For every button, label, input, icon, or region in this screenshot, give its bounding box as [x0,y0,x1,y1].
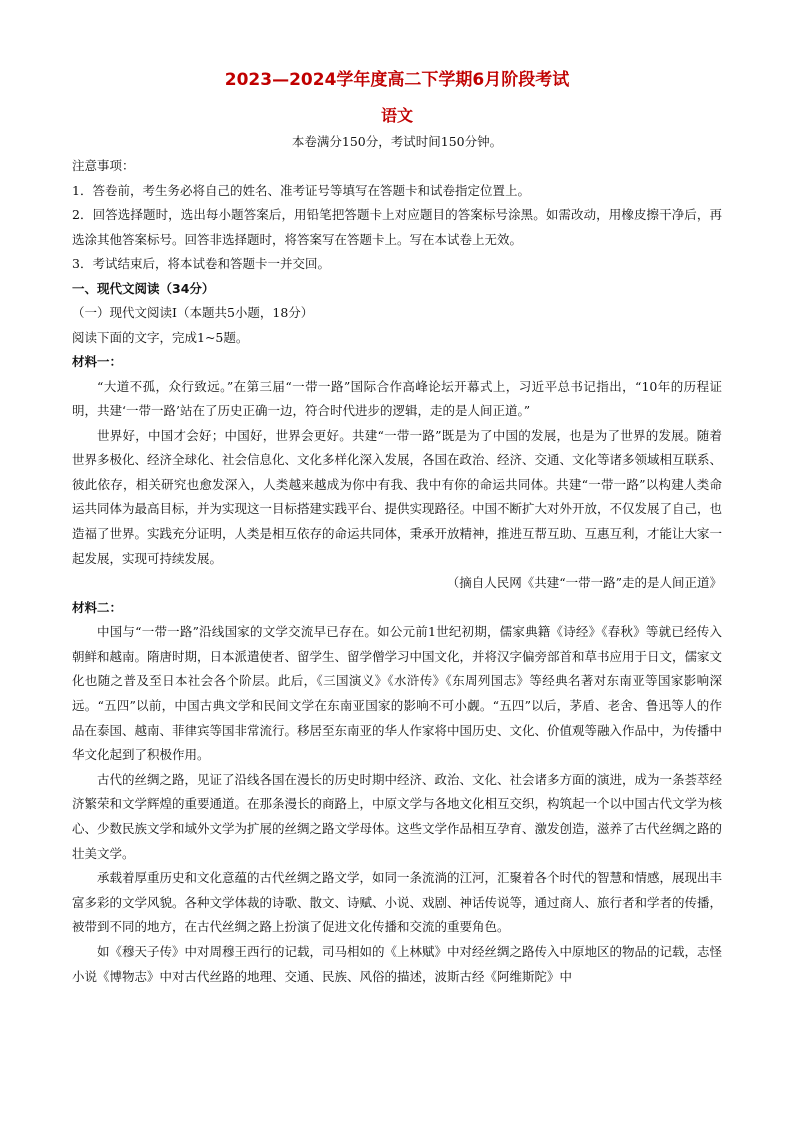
notice-item-1: 1．答卷前，考生务必将自己的姓名、准考证号等填写在答题卡和试卷指定位置上。 [72,182,530,198]
subject-title: 语文 [380,106,413,125]
section-heading: 一、现代文阅读（34分） [72,280,215,296]
material-two-label: 材料二： [72,599,123,615]
material-one-paragraph-2: 世界好，中国才会好；中国好，世界会更好。共建“一带一路”既是为了中国的发展，也是为了世界的发展。随着世界多极化、经济全球化、社会信息化、文化多样化深入发展，各国在政治、经济、交通、文化等诸多领域相互联系、彼此依存，相关研究也愈发深入，人类越来越成为你中有我、我中有你的命运共同体。共建“一带一路”以构建人类命运共同体为最高目标，并为实现这一目标搭建实践平台、提供实现路径。中国不断扩大对外开放，不仅发展了自己，也造福了世界。实践充分证明，人类是相互依存的命运共同体，秉承开放精神，推进互帮互助、互惠互利，才能让大家一起发展，实现可持续发展。 [72,427,723,566]
material-two-paragraph-2: 古代的丝绸之路，见证了沿线各国在漫长的历史时期中经济、政治、文化、社会诸多方面的演进，成为一条荟萃经济繁荣和文学辉煌的重要通道。在那条漫长的商路上，中原文学与各地文化相互交织，构筑起一个以中国古代文学为核心、少数民族文学和域外文学为扩展的丝绸之路文学母体。这些文学作品相互孕育、激发创造，滋养了古代丝绸之路的壮美文学。 [72,771,723,861]
notice-block [72,154,722,277]
material-one [72,350,722,596]
material-two-paragraph-3: 承载着厚重历史和文化意蕴的古代丝绸之路文学，如同一条流淌的江河，汇聚着各个时代的智慧和情感，展现出丰富多彩的文学风貌。各种文学体裁的诗歌、散文、诗赋、小说、戏剧、神话传说等，通过商人、旅行者和学者的传播，被带到不同的地方，在古代丝绸之路上扮演了促进文化传播和交流的重要角色。 [72,870,723,935]
section-sub-heading: （一）现代文阅读Ⅰ（本题共5小题，18分） [72,305,314,320]
notice-item-2: 2．回答选择题时，选出每小题答案后，用铅笔把答题卡上对应题目的答案标号涂黑。如需改动，用橡皮擦干净后，再选涂其他答案标号。回答非选择题时，将答案写在答题卡上。写在本试卷上无效。 [72,207,722,247]
notice-heading: 注意事项： [72,158,135,173]
notice-item-3: 3．考试结束后，将本试卷和答题卡一并交回。 [72,256,330,271]
material-one-label: 材料一： [72,354,123,369]
material-one-paragraph-1: “大道不孤，众行致远。”在第三届“一带一路”国际合作高峰论坛开幕式上，习近平总书记指出，“10年的历程证明，共建‘一带一路’站在了历史正确一边，符合时代进步的逻辑，走的是人间正道。” [72,378,722,419]
material-two-paragraph-1: 中国与“一带一路”沿线国家的文学交流早已存在。如公元前1世纪初期，儒家典籍《诗经》《春秋》等就已经传入朝鲜和越南。隋唐时期，日本派遣使者、留学生、留学僧学习中国文化，并将汉字偏旁部首和草书应用于日文，儒家文化也随之普及至日本社会各个阶层。此后，《三国演义》《水浒传》《东周列国志》等经典名著对东南亚等国家影响深远。“五四”以前，中国古典文学和民间文学在东南亚国家的影响不可小觑。“五四”以后，茅盾、老舍、鲁迅等人的作品在泰国、越南、菲律宾等国非常流行。移居至东南亚的华人作家将中国历史、文化、价值观等融入作品中，为传播中华文化起到了积极作用。 [72,624,723,763]
material-two-paragraph-4: 如《穆天子传》中对周穆王西行的记载，司马相如的《上林赋》中对经丝绸之路传入中原地区的物品的记载，志怪小说《博物志》中对古代丝路的地理、交通、民族、风俗的描述，波斯古经《阿维斯陀》中 [72,943,723,984]
exam-meta: 本卷满分150分，考试时间150分钟。 [291,134,503,149]
material-two [72,596,722,989]
exam-title: 2023—2024学年度高二下学期6月阶段考试 [224,70,570,90]
reading-instruction: 阅读下面的文字，完成1~5题。 [72,329,249,345]
material-one-source: （摘自人民网《共建“一带一路”走的是人间正道》 [446,575,722,591]
